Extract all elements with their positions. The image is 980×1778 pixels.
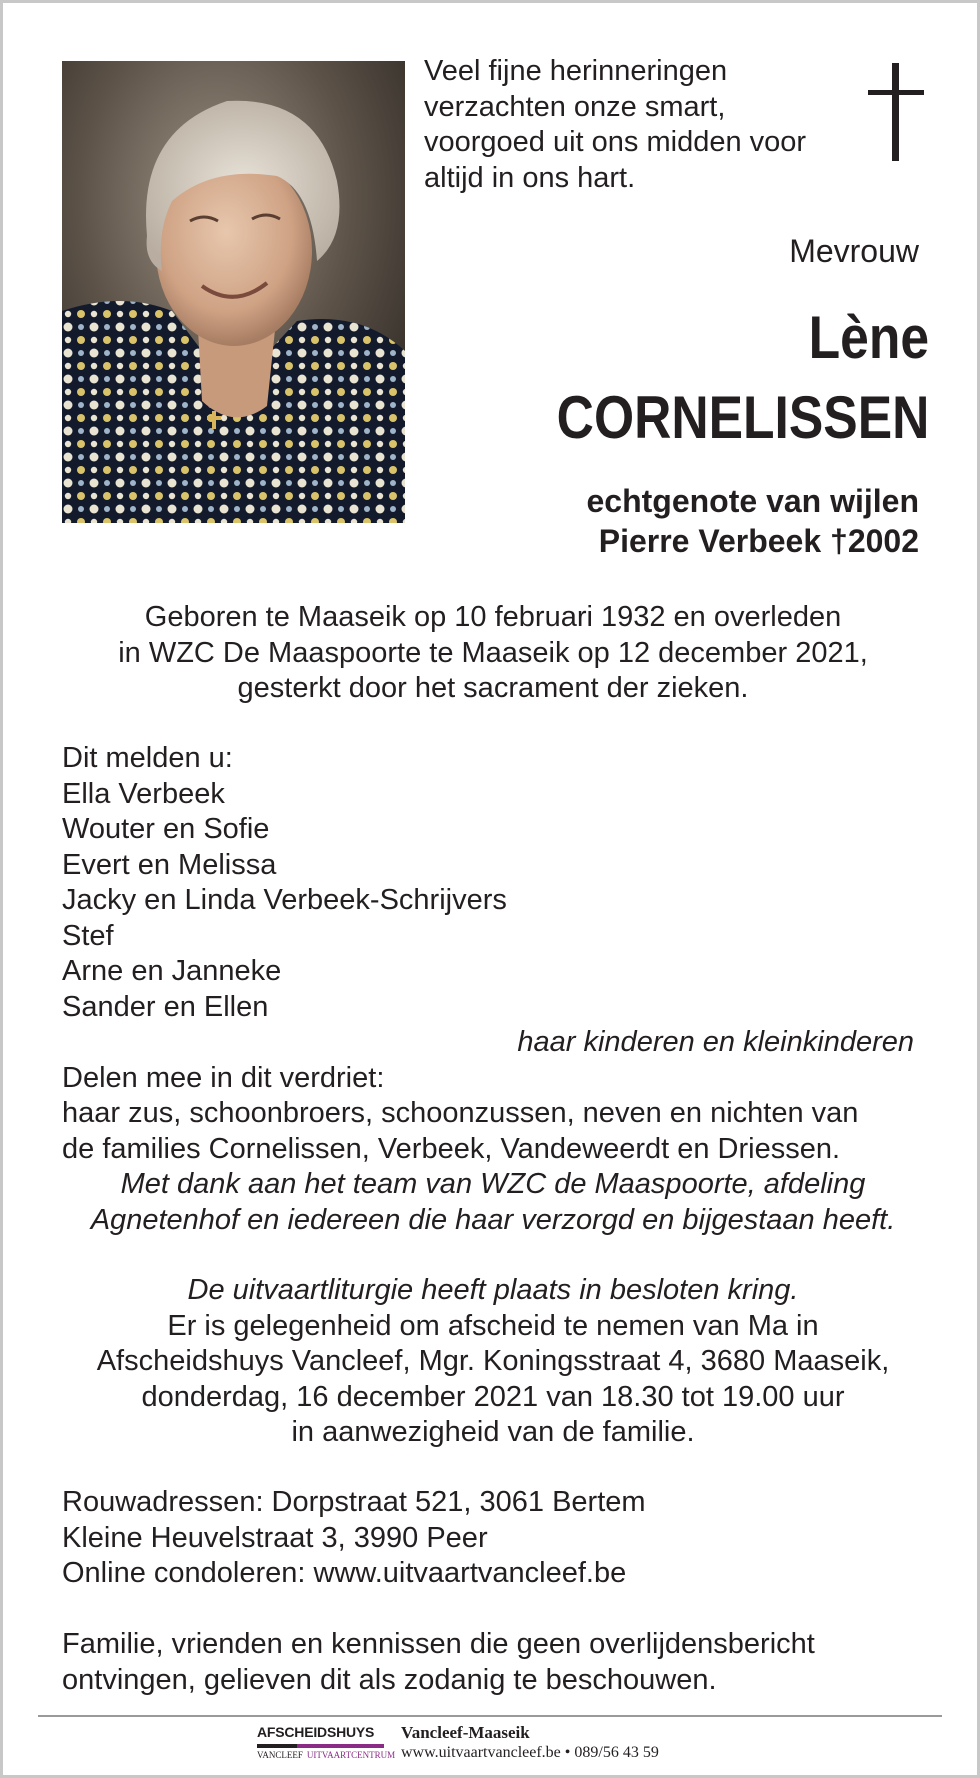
spouse-info (586, 481, 919, 561)
announcer-name: Sander en Ellen (62, 990, 269, 1023)
birth-death-paragraph (62, 600, 924, 707)
poem-line: voorgoed uit ons midden voor (424, 126, 807, 158)
announcers-section (62, 741, 924, 1167)
poem-line: verzachten onze smart, (424, 90, 726, 123)
deceased-first-name: Lène (808, 304, 929, 371)
closing-line: Familie, vrienden en kennissen die geen overlijdensbericht (62, 1628, 815, 1660)
birth-death-line: gesterkt door het sacrament der zieken. (237, 672, 749, 704)
closing-line: ontvingen, gelieven dit als zodanig te beschouwen. (62, 1663, 717, 1696)
funeral-line: in aanwezigheid van de familie. (291, 1416, 695, 1448)
logo-subtitle (257, 1750, 395, 1760)
logo-subtitle-left: VANCLEEF (257, 1750, 303, 1760)
honorific: Mevrouw (789, 233, 919, 269)
address-line: Kleine Heuvelstraat 3, 3990 Peer (62, 1521, 488, 1554)
memorial-poem (424, 54, 844, 196)
thanks-paragraph (62, 1167, 924, 1238)
announcer-name: Stef (62, 919, 114, 952)
deceased-last-name: CORNELISSEN (556, 384, 929, 451)
portrait-photo (62, 61, 405, 523)
relation-text: haar kinderen en kleinkinderen (517, 1026, 914, 1058)
poem-line: Veel fijne herinneringen (424, 55, 728, 87)
company-name: Vancleef-Maaseik (401, 1723, 530, 1742)
announcers-relation (62, 1025, 924, 1061)
birth-death-line: in WZC De Maaspoorte te Maaseik op 12 december 2021, (118, 636, 868, 669)
cross-icon (868, 63, 924, 163)
spouse-line: echtgenote van wijlen (586, 483, 919, 519)
announcer-name: Arne en Janneke (62, 955, 282, 987)
logo-subtitle-right: UITVAARTCENTRUM (306, 1750, 396, 1760)
announcer-name: Wouter en Sofie (62, 813, 270, 845)
announcer-name: Evert en Melissa (62, 848, 277, 881)
announcers-intro: Dit melden u: (62, 742, 233, 774)
announcer-name: Jacky en Linda Verbeek-Schrijvers (62, 884, 507, 916)
company-contact[interactable]: www.uitvaartvancleef.be • 089/56 43 59 (401, 1744, 659, 1761)
poem-line: altijd in ons hart. (424, 161, 636, 194)
addresses-section (62, 1485, 924, 1592)
thanks-line: Met dank aan het team van WZC de Maaspoorte, afdeling (120, 1168, 866, 1200)
funeral-line: Afscheidshuys Vancleef, Mgr. Koningsstraat 4, 3680 Maaseik, (96, 1345, 890, 1377)
closing-paragraph (62, 1627, 924, 1698)
sharing-intro: Delen mee in dit verdriet: (62, 1061, 385, 1094)
sharing-line: haar zus, schoonbroers, schoonzussen, neven en nichten van (62, 1097, 859, 1129)
spouse-line: Pierre Verbeek †2002 (598, 523, 919, 559)
address-line: Rouwadressen: Dorpstraat 521, 3061 Bertem (62, 1486, 646, 1518)
funeral-paragraph (62, 1273, 924, 1451)
footer-divider (38, 1715, 942, 1717)
liturgy-line: De uitvaartliturgie heeft plaats in besloten kring. (187, 1274, 799, 1306)
portrait-illustration (62, 61, 405, 523)
birth-death-line: Geboren te Maaseik op 10 februari 1932 en overleden (144, 601, 842, 633)
thanks-line: Agnetenhof en iedereen die haar verzorgd en bijgestaan heeft. (90, 1203, 896, 1236)
logo-wordmark: AFSCHEIDSHUYS (257, 1724, 375, 1740)
sharing-line: de families Cornelissen, Verbeek, Vandeweerdt en Driessen. (62, 1132, 841, 1165)
condolence-link[interactable]: Online condoleren: www.uitvaartvancleef.be (62, 1557, 627, 1589)
logo-bar (257, 1744, 384, 1748)
announcer-name: Ella Verbeek (62, 777, 225, 810)
funeral-line: Er is gelegenheid om afscheid te nemen van Ma in (167, 1309, 819, 1342)
funeral-line: donderdag, 16 december 2021 van 18.30 tot 19.00 uur (141, 1380, 845, 1413)
